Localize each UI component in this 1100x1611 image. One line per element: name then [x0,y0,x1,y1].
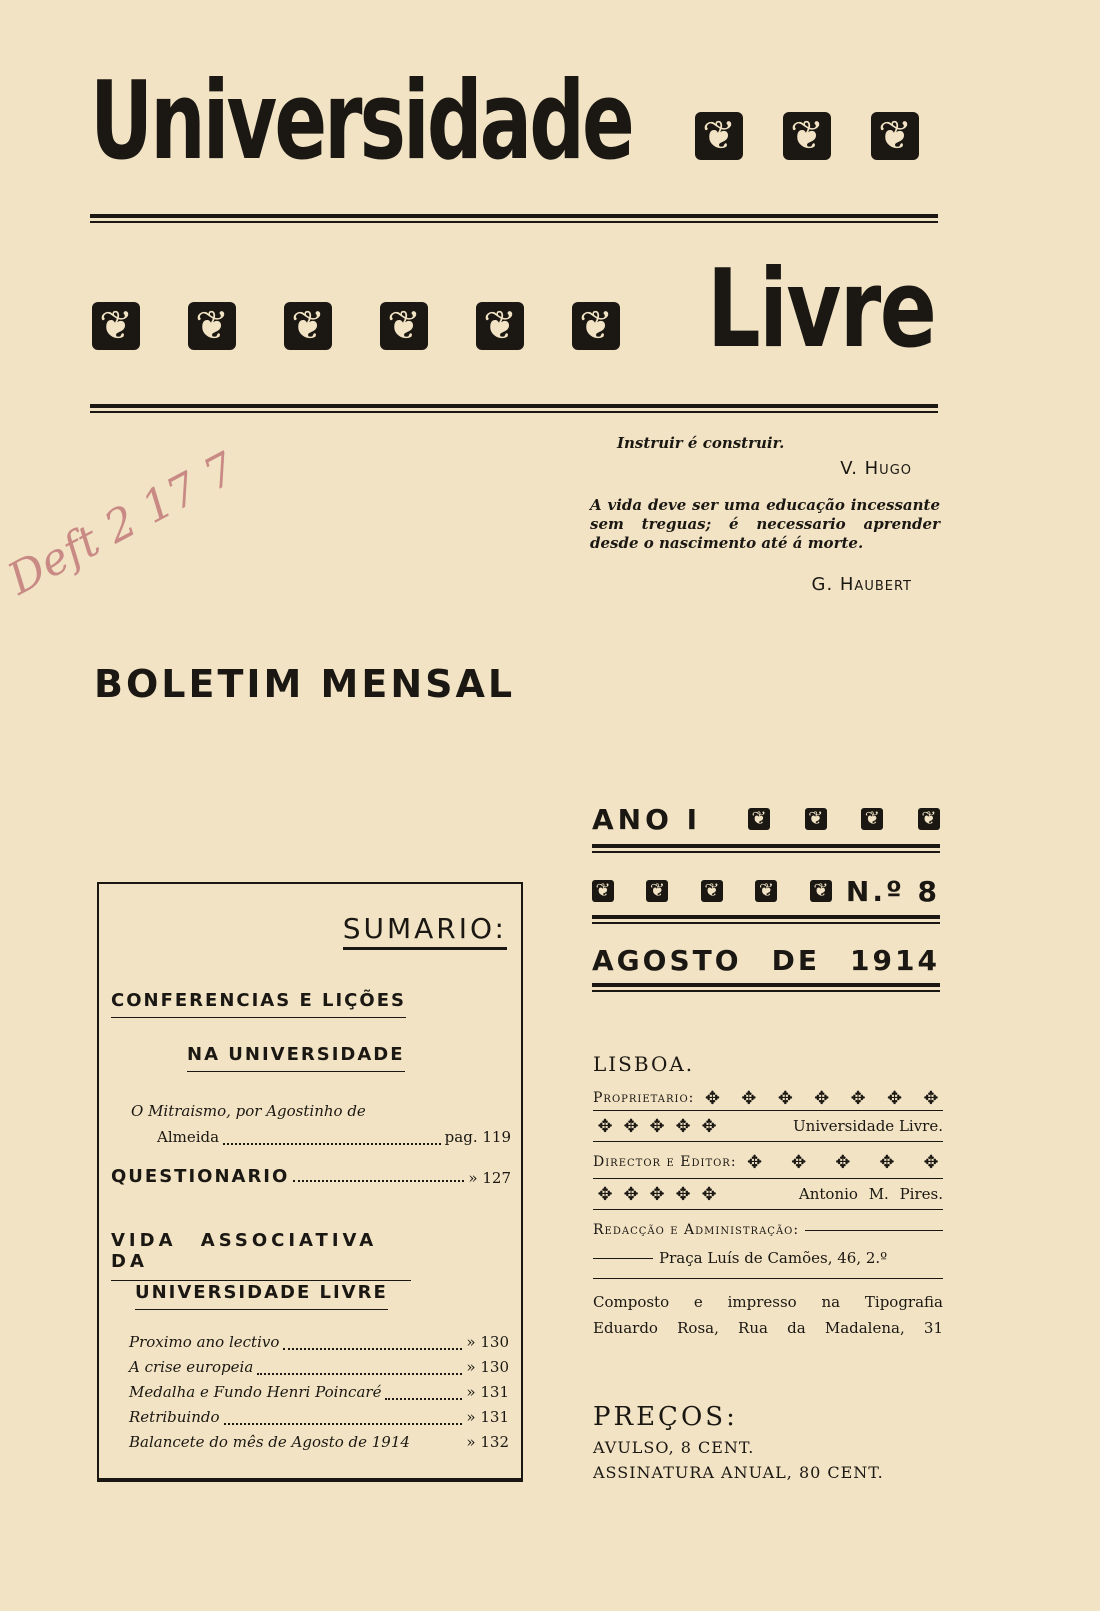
fleuron-ornament-icon: ❦ [918,808,940,830]
summary-item: Proximo ano lectivo » 130 [129,1330,509,1355]
diamond-ornament-icon: ✥ [597,1183,613,1205]
imprint-admin-address: Praça Luís de Camões, 46, 2.º [659,1249,888,1267]
diamond-ornament-icon: ✥ [879,1151,895,1173]
summary-item: Retribuindo » 131 [129,1405,509,1430]
imprint-city: LISBOA. [593,1052,695,1076]
summary-article1-line1: O Mitraismo, por Agostinho de [131,1102,366,1120]
diamond-ornament-icon: ✥ [701,1115,717,1137]
fleuron-ornament-icon: ❦ [871,112,919,160]
ornament-row-middle [92,302,652,350]
diamond-ornament-icon: ✥ [597,1115,613,1137]
diamond-ornament-icon: ✥ [649,1183,665,1205]
fleuron-ornament-icon: ❦ [695,112,743,160]
fleuron-ornament-icon: ❦ [592,880,614,902]
imprint-owner-label: Proprietario: [593,1090,695,1106]
fleuron-ornament-icon: ❦ [188,302,236,350]
diamond-ornament-icon: ✥ [701,1183,717,1205]
imprint-printer: Composto e impresso na Tipografia Eduardo Rosa, Rua da Madalena, 31 [593,1293,943,1337]
masthead-universidade: Universidade [90,59,632,184]
diamond-ornament-icon: ✥ [777,1087,793,1109]
summary-section3-line1: VIDA ASSOCIATIVA DA [111,1230,411,1281]
fleuron-ornament-icon: ❦ [748,808,770,830]
diamond-ornament-icon: ✥ [623,1183,639,1205]
imprint-owner: Universidade Livre. [793,1117,943,1135]
diamond-ornament-icon: ✥ [649,1115,665,1137]
summary-article1 [131,1098,511,1150]
rule-line [805,1230,943,1231]
diamond-ornament-icon: ✥ [623,1115,639,1137]
fleuron-ornament-icon: ❦ [572,302,620,350]
rule-line [593,1278,943,1279]
summary-article1-line2: Almeida [157,1128,220,1146]
diamond-ornament-icon: ✥ [675,1183,691,1205]
imprint-director-label: Director e Editor: [593,1154,737,1170]
masthead-rule-top [90,214,938,223]
masthead-rule-bottom [90,404,938,413]
fleuron-ornament-icon: ❦ [284,302,332,350]
summary-item: Balancete do mês de Agosto de 1914 » 132 [129,1433,509,1451]
leader-dots [293,1180,464,1182]
summary-section1-line2: NA UNIVERSIDADE [187,1044,405,1072]
issue-date: AGOSTO DE 1914 [592,944,940,977]
rule-line [593,1258,653,1259]
fleuron-ornament-icon: ❦ [783,112,831,160]
leader-dots [223,1124,441,1145]
diamond-ornament-icon: ✥ [814,1087,830,1109]
fleuron-ornament-icon: ❦ [476,302,524,350]
fleuron-ornament-icon: ❦ [380,302,428,350]
prices-heading: PREÇOS: [593,1402,738,1432]
summary-items [129,1330,509,1455]
diamond-ornament-icon: ✥ [850,1087,866,1109]
diamond-ornament-icon: ✥ [747,1151,763,1173]
summary-section1-line1: CONFERENCIAS E LIÇÕES [111,990,406,1018]
issue-rule-3 [592,983,940,992]
quote-haubert-author: G. Haubert [811,574,912,595]
prices-block [593,1402,953,1482]
masthead-livre: Livre [707,247,936,372]
quote-haubert: A vida deve ser uma educação incessante sem treguas; é necessario aprender desde o nascimento até á morte. [590,496,940,552]
issue-block [592,800,940,992]
fleuron-ornament-icon: ❦ [701,880,723,902]
fleuron-ornament-icon: ❦ [810,880,832,902]
summary-section2: QUESTIONARIO [111,1166,290,1187]
fleuron-ornament-icon: ❦ [755,880,777,902]
diamond-ornament-icon: ✥ [791,1151,807,1173]
summary-section2-row [111,1166,511,1187]
issue-rule-2 [592,915,940,924]
quote-hugo: Instruir é construir. [617,434,785,452]
summary-article1-page: pag. 119 [444,1128,511,1146]
summary-item: A crise europeia » 130 [129,1355,509,1380]
diamond-ornament-icon: ✥ [923,1087,939,1109]
imprint-admin-label: Redacção e Administração: [593,1222,800,1238]
diamond-ornament-icon: ✥ [741,1087,757,1109]
fleuron-ornament-icon: ❦ [805,808,827,830]
diamond-ornament-icon: ✥ [835,1151,851,1173]
summary-heading: SUMARIO: [343,912,507,950]
diamond-ornament-icon: ✥ [704,1087,720,1109]
handwritten-note: Deft 2 17 7 [0,442,244,606]
summary-section2-page: » 127 [468,1169,511,1187]
prices-single: AVULSO, 8 CENT. [593,1438,755,1457]
imprint-director: Antonio M. Pires. [798,1185,943,1203]
prices-annual: ASSINATURA ANUAL, 80 CENT. [593,1463,884,1482]
issue-rule-1 [592,844,940,853]
diamond-ornament-icon: ✥ [886,1087,903,1109]
summary-box [97,882,523,1482]
fleuron-ornament-icon: ❦ [861,808,883,830]
subtitle-boletim-mensal: BOLETIM MENSAL [94,662,516,706]
diamond-ornament-icon: ✥ [923,1151,939,1173]
issue-number: N.º 8 [845,874,940,908]
issue-year: ANO I [592,802,702,836]
fleuron-ornament-icon: ❦ [92,302,140,350]
summary-section3-line2: UNIVERSIDADE LIVRE [135,1282,388,1310]
quote-hugo-author: V. Hugo [840,458,912,479]
diamond-ornament-icon: ✥ [675,1115,691,1137]
summary-item: Medalha e Fundo Henri Poincaré » 131 [129,1380,509,1405]
ornament-row-top [695,112,935,160]
imprint-block [593,1052,943,1341]
fleuron-ornament-icon: ❦ [646,880,668,902]
